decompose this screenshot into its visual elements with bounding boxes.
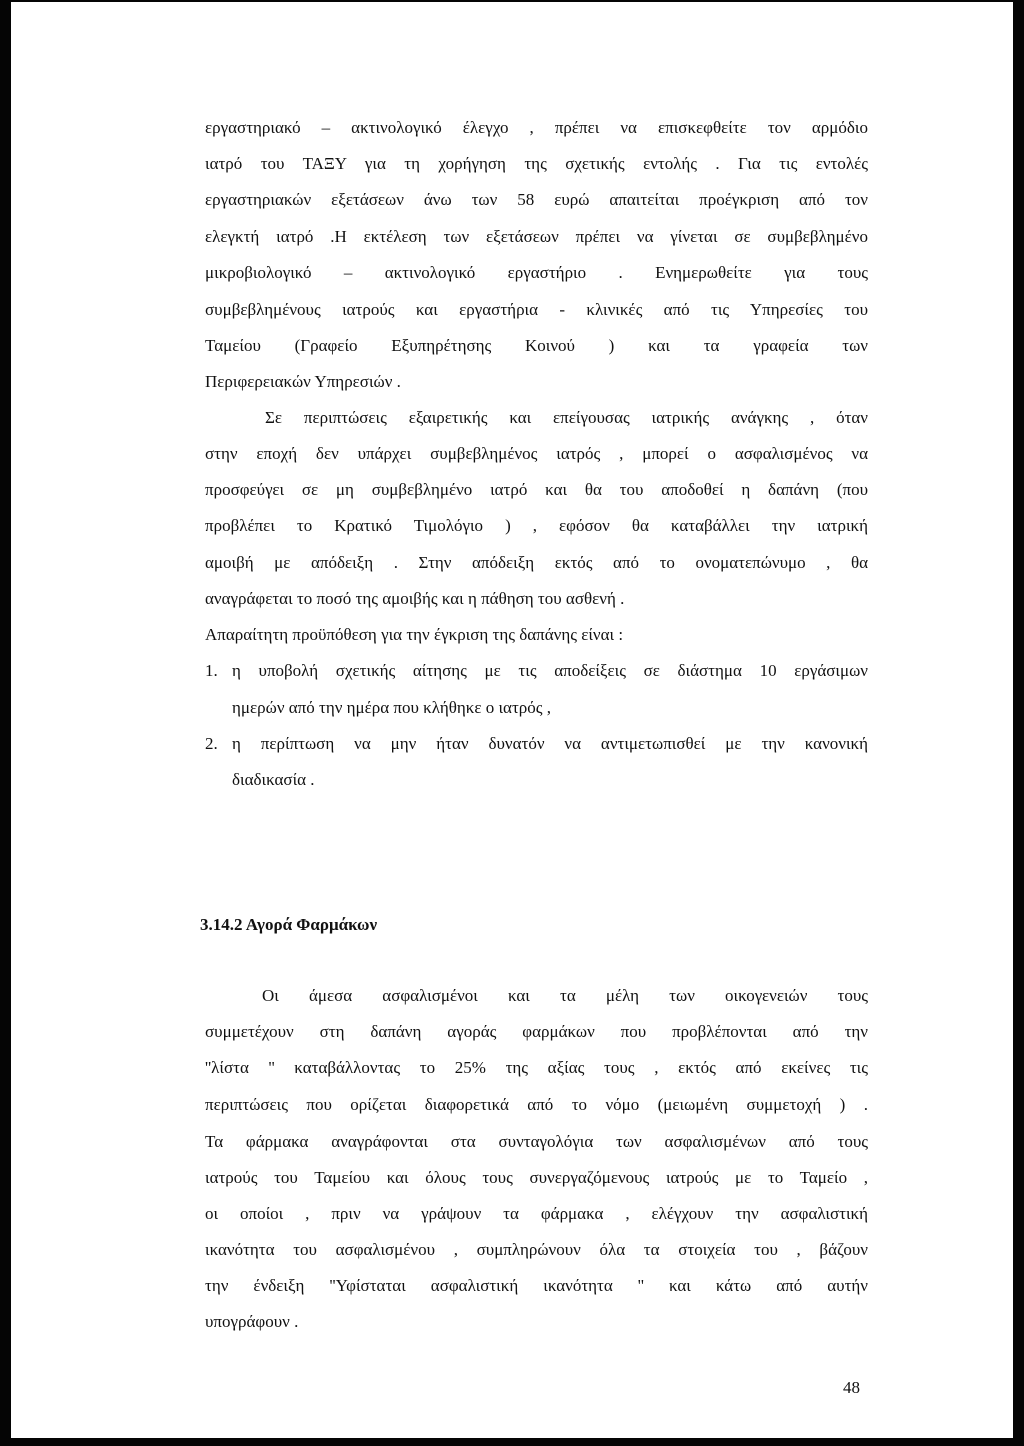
paragraph-line: Τα φάρμακα αναγράφονται στα συνταγολόγια των ασφαλισμένων από τους [205,1132,868,1151]
list-item-line: ημερών από την ημέρα που κλήθηκε ο ιατρός , [232,698,551,717]
list-item-line: η υποβολή σχετικής αίτησης με τις αποδείξεις σε διάστημα 10 εργάσιμων [232,661,868,680]
paragraph-line: συμμετέχουν στη δαπάνη αγοράς φαρμάκων που προβλέπονται από την [205,1022,868,1041]
paragraph-line: ''λίστα '' καταβάλλοντας το 25% της αξίας τους , εκτός από εκείνες τις [205,1058,868,1077]
paragraph-line: ικανότητα του ασφαλισμένου , συμπληρώνουν όλα τα στοιχεία του , βάζουν [205,1240,868,1259]
paragraph-line: αμοιβή με απόδειξη . Στην απόδειξη εκτός από το ονοματεπώνυμο , θα [205,553,868,572]
paragraph-line: Περιφερειακών Υπηρεσιών . [205,372,401,391]
scan-edge-bottom [0,1438,1024,1446]
paragraph-line: στην εποχή δεν υπάρχει συμβεβλημένος ιατρός , μπορεί ο ασφαλισμένος να [205,444,868,463]
paragraph-line: Απαραίτητη προϋπόθεση για την έγκριση της δαπάνης είναι : [205,625,624,644]
paragraph-line: προσφεύγει σε μη συμβεβλημένο ιατρό και θα του αποδοθεί η δαπάνη (που [205,480,868,499]
paragraph-line: την ένδειξη ''Υφίσταται ασφαλιστική ικανότητα '' και κάτω από αυτήν [205,1276,868,1295]
paragraph-line: οι οποίοι , πριν να γράψουν τα φάρμακα , ελέγχουν την ασφαλιστική [205,1204,868,1223]
paragraph-line: συμβεβλημένους ιατρούς και εργαστήρια - κλινικές από τις Υπηρεσίες του [205,300,868,319]
paragraph-line: εργαστηριακό – ακτινολογικό έλεγχο , πρέπει να επισκεφθείτε τον αρμόδιο [205,118,868,137]
list-number: 1. [205,661,218,680]
paragraph-line: Ταμείου (Γραφείο Εξυπηρέτησης Κοινού ) και τα γραφεία των [205,336,868,355]
list-item-line: η περίπτωση να μην ήταν δυνατόν να αντιμετωπισθεί με την κανονική [232,734,868,753]
paragraph-line: Σε περιπτώσεις εξαιρετικής και επείγουσας ιατρικής ανάγκης , όταν [265,408,868,427]
paragraph-line: ιατρούς του Ταμείου και όλους τους συνεργαζόμενους ιατρούς με το Ταμείο , [205,1168,868,1187]
paragraph-line: ελεγκτή ιατρό .Η εκτέλεση των εξετάσεων πρέπει να γίνεται σε συμβεβλημένο [205,227,868,246]
scan-edge-top [0,0,1024,2]
scan-edge-left [0,0,11,1446]
section-heading: 3.14.2 Αγορά Φαρμάκων [200,915,378,934]
paragraph-line: υπογράφουν . [205,1312,299,1331]
paragraph-line: Οι άμεσα ασφαλισμένοι και τα μέλη των οικογενειών τους [262,986,868,1005]
list-number: 2. [205,734,218,753]
paragraph-line: προβλέπει το Κρατικό Τιμολόγιο ) , εφόσον θα καταβάλλει την ιατρική [205,516,868,535]
paragraph-line: εργαστηριακών εξετάσεων άνω των 58 ευρώ απαιτείται προέγκριση από τον [205,190,868,209]
page-number: 48 [843,1378,860,1397]
paragraph-line: ιατρό του ΤΑΞΥ για τη χορήγηση της σχετικής εντολής . Για τις εντολές [205,154,868,173]
paragraph-line: αναγράφεται το ποσό της αμοιβής και η πάθηση του ασθενή . [205,589,625,608]
paragraph-line: περιπτώσεις που ορίζεται διαφορετικά από το νόμο (μειωμένη συμμετοχή ) . [205,1095,868,1114]
paragraph-line: μικροβιολογικό – ακτινολογικό εργαστήριο . Ενημερωθείτε για τους [205,263,868,282]
scan-edge-right [1013,0,1024,1446]
list-item-line: διαδικασία . [232,770,315,789]
